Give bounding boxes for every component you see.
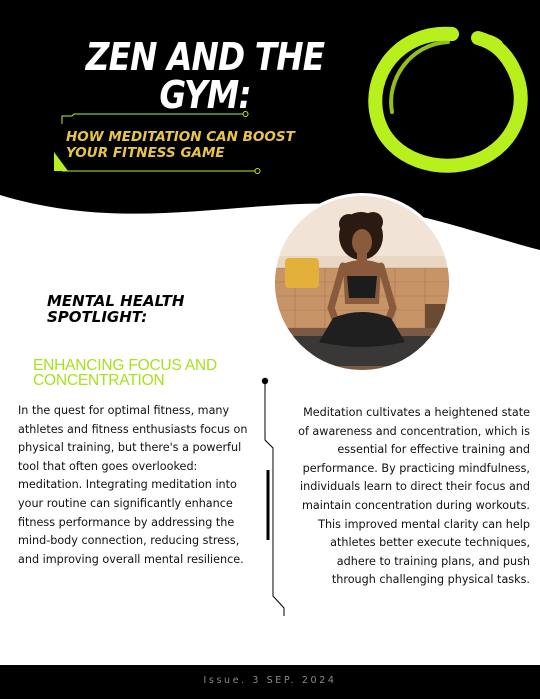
subtitle-line-1: HOW MEDITATION CAN BOOST [66,129,295,145]
page-subtitle [66,129,336,161]
section-heading-line-1: ENHANCING FOCUS AND [33,357,217,374]
subtitle-line-2: YOUR FITNESS GAME [66,145,225,161]
section-label-line-2: SPOTLIGHT: [47,308,148,326]
page-title [80,35,329,117]
title-line-1: ZEN AND THE [85,35,325,79]
section-heading [33,358,217,388]
section-heading-line-2: CONCENTRATION [33,372,165,389]
issue-date: Issue. 3 SEP. 2024 [203,675,337,686]
meditation-photo [275,196,449,370]
section-label-line-1: MENTAL HEALTH [47,292,185,310]
title-line-2: GYM: [159,73,251,117]
body-text-right: Meditation cultivates a heightened state of awareness and concentration, which is essential for effective training and performance. By practicing mindfulness, individuals learn to direct their focus and maintain concentration during workouts. This improved mental clarity can help athletes better execute techniques, adhere to training plans, and push through challenging physical tasks. [298,406,530,587]
column-divider [262,378,284,616]
body-text-left: In the quest for optimal fitness, many athletes and fitness enthusiasts focus on physical training, but there's a powerful tool that often goes overlooked: meditation. Integrating meditation into your routine can significantly enhance fitness performance by addressing the mind-body connection, reducing stress, and improving overall mental resilience. [18,404,248,566]
footer-bar [0,665,540,699]
section-label [47,293,184,325]
